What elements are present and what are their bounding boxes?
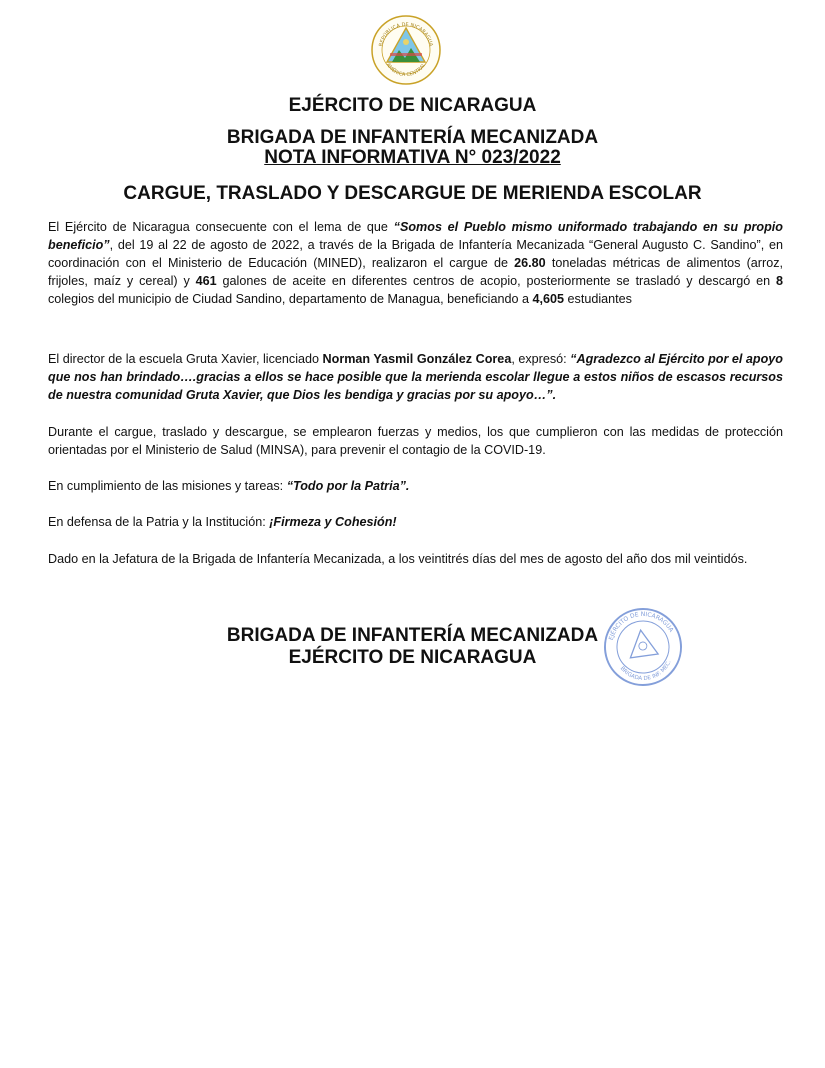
paragraph-intro: El Ejército de Nicaragua consecuente con el lema de que “Somos el Pueblo mismo uniformado trabajando en su propio beneficio”, del 19 al 22 de agosto de 2022, a través de la Brigada de Infantería Mecanizada “General Augusto C. Sandino”, en coordinación con el Ministerio de Educación (MINED), realizaron el cargue de 26.80 toneladas métricas de alimentos (arroz, frijoles, maíz y cereal) y 461 galones de aceite en diferentes centros de acopio, posteriormente se trasladó y descargó en 8 colegios del municipio de Ciudad Sandino, departamento de Managua, beneficiando a 4,605 estudiantes <box>48 220 784 306</box>
coat-of-arms-seal <box>370 14 442 86</box>
brigade-title: BRIGADA DE INFANTERÍA MECANIZADA <box>226 127 599 148</box>
signature-brigade: BRIGADA DE INFANTERÍA MECANIZADA <box>226 625 599 646</box>
schools-count: 8 <box>775 274 783 288</box>
gallons-value: 461 <box>195 274 217 288</box>
students-count: 4,605 <box>532 292 565 306</box>
document-subject: CARGUE, TRASLADO Y DESCARGUE DE MERIENDA ESCOLAR <box>123 183 702 204</box>
svg-text:AMÉRICA CENTRAL: AMÉRICA CENTRAL <box>384 62 428 79</box>
svg-text:BRIGADA DE INF. MEC.: BRIGADA DE INF. MEC. <box>618 659 673 683</box>
paragraph-date-place: Dado en la Jefatura de la Brigada de Infantería Mecanizada, a los veintitrés días del mes de agosto del año dos mil veintidós. <box>48 552 748 566</box>
director-name: Norman Yasmil González Corea <box>322 352 512 366</box>
director-quote: “Agradezco al Ejército por el apoyo que nos han brindado….gracias a ellos se hace posible que la merienda escolar llegue a estos niños de escasos recursos de nuestra comunidad Gruta Xavier, que Dios les bendiga y gracias por su apoyo…”. <box>48 352 783 402</box>
svg-text:REPÚBLICA DE NICARAGUA: REPÚBLICA DE NICARAGUA <box>378 21 434 48</box>
note-number: NOTA INFORMATIVA N° 023/2022 <box>264 147 561 168</box>
paragraph-covid-measures: Durante el cargue, traslado y descargue, se emplearon fuerzas y medios, los que cumplieron con las medidas de protección orientadas por el Ministerio de Salud (MINSA), para prevenir el contagio de la COVID-19. <box>48 425 783 457</box>
paragraph-mission: En cumplimiento de las misiones y tareas: “Todo por la Patria”. <box>48 479 410 493</box>
tonnage-value: 26.80 <box>514 256 546 270</box>
institution-title: EJÉRCITO DE NICARAGUA <box>288 95 537 116</box>
paragraph-quote: El director de la escuela Gruta Xavier, licenciado Norman Yasmil González Corea, expresó: “Agradezco al Ejército por el apoyo que nos han brindado….gracias a ellos se hace posible que la merienda escolar llegue a estos niños de escasos recursos de nuestra comunidad Gruta Xavier, que Dios les bendiga y gracias por su apoyo…”. <box>48 352 783 402</box>
svg-text:EJÉRCITO DE NICARAGUA: EJÉRCITO DE NICARAGUA <box>607 610 675 642</box>
official-stamp <box>597 601 690 694</box>
paragraph-defense: En defensa de la Patria y la Institución: ¡Firmeza y Cohesión! <box>48 515 397 529</box>
defense-slogan: ¡Firmeza y Cohesión! <box>269 515 397 529</box>
signature-army: EJÉRCITO DE NICARAGUA <box>288 647 537 668</box>
motto: “Somos el Pueblo mismo uniformado trabajando en su propio beneficio” <box>48 220 784 252</box>
mission-slogan: “Todo por la Patria”. <box>286 479 410 493</box>
